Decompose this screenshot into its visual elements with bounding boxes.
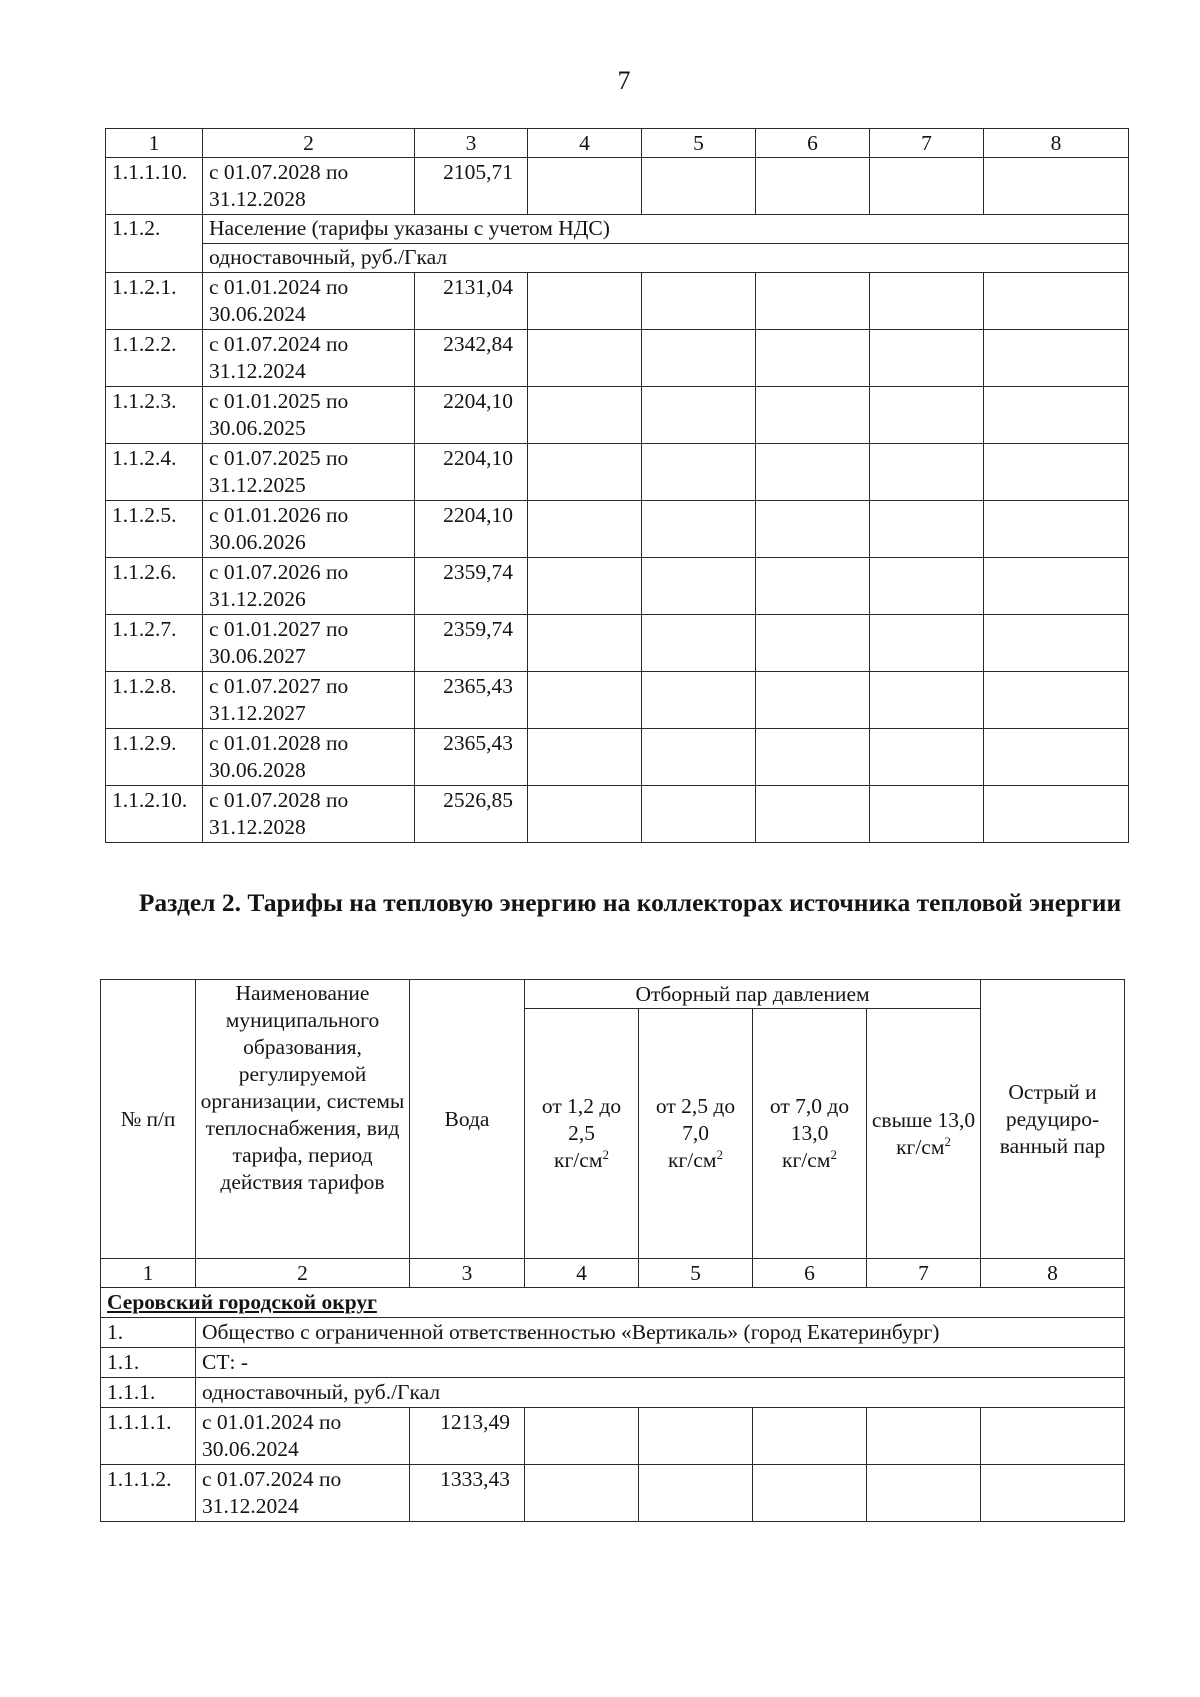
header-pressure-1 — [525, 1009, 639, 1259]
row-period: с 01.07.2025 по 31.12.2025 — [203, 444, 415, 501]
org-row — [101, 1318, 1125, 1348]
row-period: с 01.07.2024 по 31.12.2024 — [196, 1465, 410, 1522]
empty-cell — [525, 1408, 639, 1465]
collector-tariff-table — [100, 979, 1125, 1522]
col-number: 5 — [639, 1259, 753, 1288]
empty-cell — [528, 672, 642, 729]
empty-cell — [525, 1465, 639, 1522]
row-number: 1.1.1.2. — [101, 1465, 196, 1522]
column-numbers-row — [101, 1259, 1125, 1288]
table-row — [106, 330, 1129, 387]
row-period: с 01.07.2027 по 31.12.2027 — [203, 672, 415, 729]
row-value: 2365,43 — [415, 729, 528, 786]
empty-cell — [642, 444, 756, 501]
pressure-unit: кг/см — [668, 1148, 717, 1172]
empty-cell — [756, 273, 870, 330]
row-value: 2359,74 — [415, 558, 528, 615]
pressure-range: от 7,0 до 13,0 — [769, 1094, 850, 1145]
row-number: 1.1.1.1. — [101, 1408, 196, 1465]
row-period: с 01.01.2025 по 30.06.2025 — [203, 387, 415, 444]
tariff-name: одноставочный, руб./Гкал — [196, 1378, 1125, 1408]
empty-cell — [528, 387, 642, 444]
row-period: с 01.07.2026 по 31.12.2026 — [203, 558, 415, 615]
header-pressure-4 — [867, 1009, 981, 1259]
col-number: 7 — [867, 1259, 981, 1288]
empty-cell — [984, 444, 1129, 501]
table-row — [106, 158, 1129, 215]
empty-cell — [870, 330, 984, 387]
empty-cell — [528, 501, 642, 558]
row-number: 1.1.2.1. — [106, 273, 203, 330]
row-value: 2204,10 — [415, 387, 528, 444]
empty-cell — [870, 786, 984, 843]
col-number: 4 — [528, 129, 642, 158]
empty-cell — [984, 273, 1129, 330]
empty-cell — [984, 729, 1129, 786]
empty-cell — [870, 387, 984, 444]
table-row — [101, 1465, 1125, 1522]
row-value: 2105,71 — [415, 158, 528, 215]
empty-cell — [870, 672, 984, 729]
table-row — [106, 558, 1129, 615]
row-period: с 01.01.2027 по 30.06.2027 — [203, 615, 415, 672]
table-row — [106, 615, 1129, 672]
row-number: 1.1.1.10. — [106, 158, 203, 215]
table-row — [106, 729, 1129, 786]
empty-cell — [642, 786, 756, 843]
empty-cell — [528, 330, 642, 387]
group-subtitle-row — [106, 244, 1129, 273]
row-number: 1.1.2.4. — [106, 444, 203, 501]
empty-cell — [984, 558, 1129, 615]
header-sharp-steam: Острый и редуциро-ванный пар — [981, 980, 1125, 1259]
group-title-row — [106, 215, 1129, 244]
empty-cell — [870, 729, 984, 786]
group-number: 1.1.2. — [106, 215, 203, 273]
empty-cell — [756, 672, 870, 729]
pressure-range: от 2,5 до 7,0 — [655, 1094, 736, 1145]
pressure-unit: кг/см — [896, 1134, 945, 1159]
col-number: 5 — [642, 129, 756, 158]
system-number: 1.1. — [101, 1348, 196, 1378]
row-value: 2359,74 — [415, 615, 528, 672]
empty-cell — [753, 1408, 867, 1465]
table-row — [106, 786, 1129, 843]
table-row — [106, 672, 1129, 729]
row-number: 1.1.2.8. — [106, 672, 203, 729]
table-row — [106, 273, 1129, 330]
col-number: 2 — [196, 1259, 410, 1288]
col-number: 2 — [203, 129, 415, 158]
col-number: 8 — [984, 129, 1129, 158]
empty-cell — [756, 501, 870, 558]
empty-cell — [528, 729, 642, 786]
pressure-range: свыше 13,0 — [871, 1107, 976, 1132]
table-row — [106, 444, 1129, 501]
org-number: 1. — [101, 1318, 196, 1348]
col-number: 7 — [870, 129, 984, 158]
table-row — [106, 387, 1129, 444]
empty-cell — [867, 1465, 981, 1522]
unit-exponent: 2 — [944, 1133, 951, 1149]
row-number: 1.1.2.2. — [106, 330, 203, 387]
row-number: 1.1.2.7. — [106, 615, 203, 672]
row-period: с 01.07.2028 по 31.12.2028 — [203, 786, 415, 843]
empty-cell — [984, 672, 1129, 729]
row-value: 1213,49 — [410, 1408, 525, 1465]
empty-cell — [528, 615, 642, 672]
org-name: Общество с ограниченной ответственностью «Вертикаль» (город Екатеринбург) — [196, 1318, 1125, 1348]
pressure-unit: кг/см — [554, 1148, 603, 1172]
empty-cell — [528, 786, 642, 843]
col-number: 6 — [756, 129, 870, 158]
empty-cell — [642, 558, 756, 615]
table-row — [106, 501, 1129, 558]
row-value: 2365,43 — [415, 672, 528, 729]
col-number: 6 — [753, 1259, 867, 1288]
empty-cell — [981, 1465, 1125, 1522]
col-number: 8 — [981, 1259, 1125, 1288]
empty-cell — [981, 1408, 1125, 1465]
empty-cell — [528, 444, 642, 501]
empty-cell — [984, 330, 1129, 387]
empty-cell — [984, 786, 1129, 843]
row-value: 1333,43 — [410, 1465, 525, 1522]
tariff-type-row — [101, 1378, 1125, 1408]
empty-cell — [642, 672, 756, 729]
header-steam-group: Отборный пар давлением — [525, 980, 981, 1009]
empty-cell — [867, 1408, 981, 1465]
header-water: Вода — [410, 980, 525, 1259]
tariff-table-continued — [105, 128, 1129, 843]
col-number: 4 — [525, 1259, 639, 1288]
empty-cell — [639, 1408, 753, 1465]
empty-cell — [756, 330, 870, 387]
empty-cell — [984, 615, 1129, 672]
pressure-unit: кг/см — [782, 1148, 831, 1172]
table-row — [101, 1408, 1125, 1465]
row-number: 1.1.2.10. — [106, 786, 203, 843]
col-number: 3 — [410, 1259, 525, 1288]
unit-exponent: 2 — [602, 1146, 609, 1162]
empty-cell — [756, 444, 870, 501]
row-value: 2342,84 — [415, 330, 528, 387]
pressure-range: от 1,2 до 2,5 — [541, 1094, 622, 1145]
row-period: с 01.01.2024 по 30.06.2024 — [203, 273, 415, 330]
row-number: 1.1.2.9. — [106, 729, 203, 786]
row-number: 1.1.2.5. — [106, 501, 203, 558]
empty-cell — [642, 501, 756, 558]
col-number: 1 — [101, 1259, 196, 1288]
header-pressure-3 — [753, 1009, 867, 1259]
empty-cell — [642, 615, 756, 672]
group-subtitle: одноставочный, руб./Гкал — [203, 244, 1129, 273]
row-period: с 01.07.2024 по 31.12.2024 — [203, 330, 415, 387]
row-value: 2131,04 — [415, 273, 528, 330]
empty-cell — [528, 558, 642, 615]
row-value: 2204,10 — [415, 444, 528, 501]
system-row — [101, 1348, 1125, 1378]
header-pressure-2 — [639, 1009, 753, 1259]
empty-cell — [756, 558, 870, 615]
column-numbers-row — [106, 129, 1129, 158]
empty-cell — [642, 330, 756, 387]
row-number: 1.1.2.3. — [106, 387, 203, 444]
district-label: Серовский городской округ — [107, 1290, 377, 1314]
section-title: Раздел 2. Тарифы на тепловую энергию на коллекторах источника тепловой энергии — [138, 888, 1122, 917]
empty-cell — [642, 729, 756, 786]
empty-cell — [984, 387, 1129, 444]
group-title: Население (тарифы указаны с учетом НДС) — [203, 215, 1129, 244]
empty-cell — [756, 615, 870, 672]
row-number: 1.1.2.6. — [106, 558, 203, 615]
page-number: 7 — [617, 66, 631, 95]
empty-cell — [756, 387, 870, 444]
row-period: с 01.07.2028 по 31.12.2028 — [203, 158, 415, 215]
row-value: 2526,85 — [415, 786, 528, 843]
empty-cell — [756, 786, 870, 843]
empty-cell — [639, 1465, 753, 1522]
row-value: 2204,10 — [415, 501, 528, 558]
header-name: Наименование муниципального образования, регулируемой организации, системы теплоснабжения, вид тарифа, период действия тарифов — [196, 980, 410, 1259]
col-number: 3 — [415, 129, 528, 158]
header-num: № п/п — [101, 980, 196, 1259]
district-row — [101, 1288, 1125, 1318]
empty-cell — [870, 273, 984, 330]
col-number: 1 — [106, 129, 203, 158]
empty-cell — [528, 273, 642, 330]
unit-exponent: 2 — [830, 1146, 837, 1162]
header-row-1 — [101, 980, 1125, 1009]
district-name — [101, 1288, 1125, 1318]
empty-cell — [642, 387, 756, 444]
empty-cell — [984, 501, 1129, 558]
row-period: с 01.01.2028 по 30.06.2028 — [203, 729, 415, 786]
unit-exponent: 2 — [716, 1146, 723, 1162]
system-name: СТ: - — [196, 1348, 1125, 1378]
tariff-number: 1.1.1. — [101, 1378, 196, 1408]
empty-cell — [870, 444, 984, 501]
empty-cell — [753, 1465, 867, 1522]
row-period: с 01.01.2026 по 30.06.2026 — [203, 501, 415, 558]
empty-cell — [870, 501, 984, 558]
row-period: с 01.01.2024 по 30.06.2024 — [196, 1408, 410, 1465]
empty-cell — [642, 273, 756, 330]
empty-cell — [870, 615, 984, 672]
empty-cell — [756, 729, 870, 786]
empty-cell — [870, 558, 984, 615]
